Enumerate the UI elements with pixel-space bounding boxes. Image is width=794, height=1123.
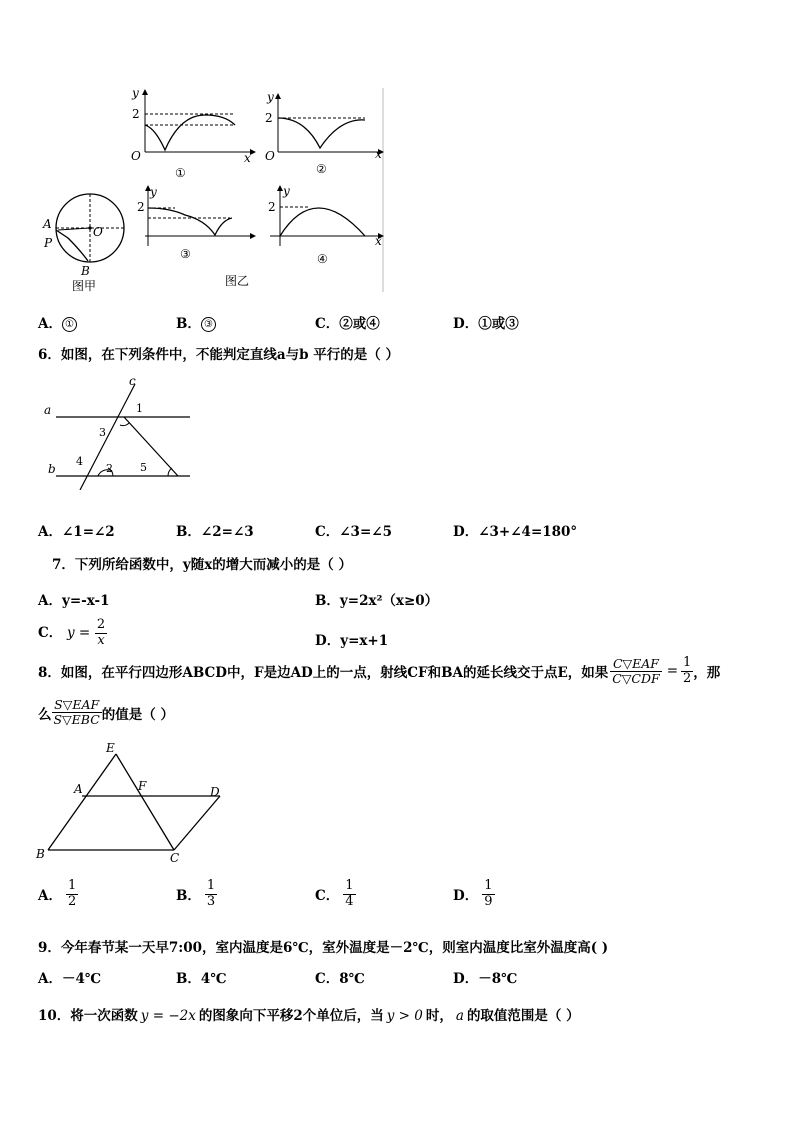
svg-text:P: P — [44, 236, 53, 250]
svg-text:x: x — [375, 234, 382, 248]
svg-text:B: B — [36, 847, 45, 861]
svg-text:2: 2 — [132, 107, 140, 121]
svg-text:①: ① — [175, 166, 186, 180]
svg-text:c: c — [129, 374, 136, 388]
graph-3 — [137, 185, 255, 261]
q5-option-b: B． ③ — [176, 312, 216, 332]
svg-text:y: y — [267, 90, 274, 104]
svg-text:x: x — [244, 151, 251, 165]
q5-option-c: C．②或④ — [315, 316, 380, 332]
svg-text:C: C — [170, 851, 180, 865]
svg-text:4: 4 — [76, 455, 83, 468]
svg-text:②: ② — [316, 162, 327, 176]
svg-text:图甲: 图甲 — [72, 279, 97, 293]
q7-option-a: A．y=-x-1 — [38, 593, 110, 609]
svg-text:2: 2 — [106, 462, 113, 475]
graph-4 — [268, 184, 383, 266]
svg-text:y: y — [132, 86, 139, 100]
svg-text:D: D — [210, 785, 220, 799]
q7-option-d: D．y=x+1 — [315, 633, 389, 649]
svg-text:2: 2 — [137, 200, 145, 214]
q6-parallel-lines-figure — [40, 372, 200, 490]
svg-text:B: B — [81, 264, 90, 278]
svg-text:③: ③ — [180, 247, 191, 261]
svg-text:O: O — [131, 149, 141, 163]
q8-parallelogram-figure — [34, 738, 234, 866]
q7-option-c: C． y = $\frac{2}{x}$ — [38, 617, 106, 648]
q6-stem: 6．如图，在下列条件中，不能判定直线a与b 平行的是（ ） — [38, 347, 399, 363]
q5-option-d: D．①或③ — [453, 316, 519, 332]
q10-stem: 10．将一次函数 y = −2x 的图象向下平移2个单位后，当 y > 0 时， a 的取值范围是（ ） — [38, 1008, 580, 1024]
q6-option-a: A．∠1=∠2 — [38, 524, 115, 540]
q8-option-d: D． $\frac{1}{9}$ — [453, 878, 493, 909]
graph-1 — [131, 86, 255, 180]
svg-text:A: A — [43, 217, 52, 231]
q9-option-d: D．－8℃ — [453, 971, 518, 987]
svg-text:④: ④ — [317, 252, 328, 266]
circle-figure — [42, 194, 124, 293]
q5-option-a: A． ① — [38, 312, 77, 332]
svg-text:图乙: 图乙 — [225, 274, 250, 288]
svg-text:a: a — [44, 403, 52, 417]
svg-text:3: 3 — [99, 426, 106, 439]
graph-2 — [265, 90, 383, 176]
q8-option-c: C． $\frac{1}{4}$ — [315, 878, 354, 909]
svg-text:A: A — [74, 782, 83, 796]
q9-option-a: A．－4℃ — [38, 971, 102, 987]
q7-option-b: B．y=2x²（x≥0） — [315, 593, 439, 609]
q9-option-b: B．4℃ — [176, 971, 227, 987]
q8-option-b: B． $\frac{1}{3}$ — [176, 878, 216, 909]
svg-text:2: 2 — [268, 200, 276, 214]
svg-text:5: 5 — [140, 461, 147, 474]
svg-text:2: 2 — [265, 111, 273, 125]
q8-stem-line2: 么 $\frac{\text{S▽EAF}}{\text{S▽EBC}}$ 的值是（ ） — [38, 697, 174, 728]
svg-text:O: O — [93, 225, 103, 239]
svg-text:y: y — [150, 185, 157, 199]
q6-option-c: C．∠3=∠5 — [315, 524, 392, 540]
svg-text:O: O — [265, 149, 275, 163]
svg-text:y: y — [283, 184, 290, 198]
q6-option-b: B．∠2=∠3 — [176, 524, 254, 540]
q9-stem: 9．今年春节某一天早7:00，室内温度是6℃，室外温度是－2℃，则室内温度比室外温度高( ) — [38, 940, 609, 956]
svg-text:F: F — [138, 779, 147, 793]
svg-text:1: 1 — [136, 402, 143, 415]
svg-text:E: E — [106, 741, 115, 755]
function-graphs-figure — [30, 80, 400, 300]
q8-option-a: A． $\frac{1}{2}$ — [38, 878, 77, 909]
svg-text:b: b — [48, 462, 56, 476]
q7-stem: 7．下列所给函数中，y随x的增大而减小的是（ ） — [52, 557, 352, 573]
q8-stem-line1: 8．如图，在平行四边形ABCD中，F是边AD上的一点，射线CF和BA的延长线交于点E，如果 $\frac{\text{C▽EAF}}{\text{C▽CDF}}$ = $\frac{1}{2}$ ，那 — [38, 655, 721, 686]
svg-text:x: x — [375, 147, 382, 161]
q9-option-c: C．8℃ — [315, 971, 365, 987]
q6-option-d: D．∠3+∠4=180° — [453, 524, 578, 540]
